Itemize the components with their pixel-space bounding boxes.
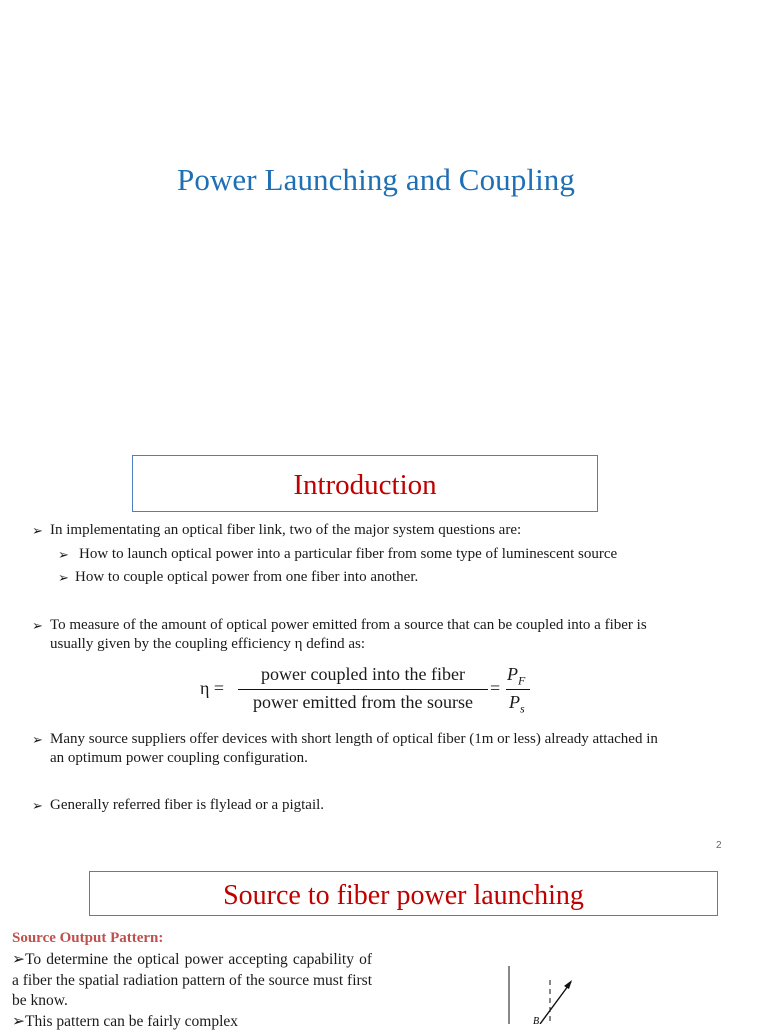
arrow-bullet-icon: ➢ bbox=[32, 796, 43, 815]
bullet-text: Many source suppliers offer devices with short length of optical fiber (1m or less) already attached in bbox=[32, 731, 658, 747]
fraction-bar bbox=[506, 689, 530, 690]
source-output-pattern-text bbox=[12, 950, 372, 1032]
source-to-fiber-heading-box bbox=[89, 871, 718, 916]
arrow-bullet-icon: ➢ bbox=[32, 521, 43, 540]
figure-arrow-line bbox=[540, 982, 571, 1024]
equation-pf-symbol: $P_F$ bbox=[507, 664, 525, 689]
bullet-continuation: an optimum power coupling configuration. bbox=[50, 749, 740, 768]
slide-title: Power Launching and Coupling bbox=[0, 162, 752, 198]
bullet-text: To measure of the amount of optical power emitted from a source that can be coupled into a fiber is bbox=[32, 617, 647, 633]
source-to-fiber-heading: Source to fiber power launching bbox=[223, 880, 584, 911]
radiation-pattern-figure bbox=[480, 960, 600, 1024]
fraction-bar bbox=[238, 689, 488, 690]
bullet-item bbox=[32, 616, 742, 635]
equation-ps-symbol: $P_s$ bbox=[509, 692, 525, 717]
page-number: 2 bbox=[716, 840, 722, 851]
bullet-item bbox=[32, 521, 732, 540]
sub-bullet-item bbox=[58, 545, 738, 564]
equation-equals: = bbox=[490, 678, 500, 699]
arrow-bullet-icon: ➢ bbox=[32, 730, 43, 749]
source-output-pattern-label: Source Output Pattern: bbox=[12, 930, 163, 947]
bullet-text: Generally referred fiber is flylead or a pigtail. bbox=[32, 797, 324, 813]
arrow-bullet-icon: ➢ bbox=[58, 545, 69, 564]
arrow-bullet-icon: ➢ bbox=[58, 568, 69, 587]
bullet-item bbox=[32, 730, 742, 749]
bullet-text: In implementating an optical fiber link, two of the major system questions are: bbox=[32, 522, 521, 538]
paragraph: ➢To determine the optical power accepting capability of a fiber the spatial radiation pattern of the source must first be know. bbox=[12, 950, 372, 1012]
equation-lhs: η = bbox=[200, 678, 224, 699]
bullet-continuation: usually given by the coupling efficiency η defind as: bbox=[50, 635, 740, 654]
paragraph: ➢This pattern can be fairly complex bbox=[12, 1012, 372, 1032]
sub-bullet-item bbox=[58, 568, 738, 587]
bullet-text: How to couple optical power from one fiber into another. bbox=[58, 569, 418, 585]
figure-arrowhead bbox=[564, 980, 572, 989]
coupling-efficiency-equation bbox=[200, 660, 540, 720]
bullet-text: How to launch optical power into a particular fiber from some type of luminescent source bbox=[58, 546, 617, 562]
introduction-heading: Introduction bbox=[293, 469, 436, 501]
figure-label: B bbox=[533, 1016, 539, 1024]
arrow-bullet-icon: ➢ bbox=[32, 616, 43, 635]
equation-denominator: power emitted from the sourse bbox=[238, 692, 488, 713]
equation-numerator: power coupled into the fiber bbox=[238, 664, 488, 685]
bullet-item bbox=[32, 796, 742, 815]
introduction-heading-box bbox=[132, 455, 598, 512]
